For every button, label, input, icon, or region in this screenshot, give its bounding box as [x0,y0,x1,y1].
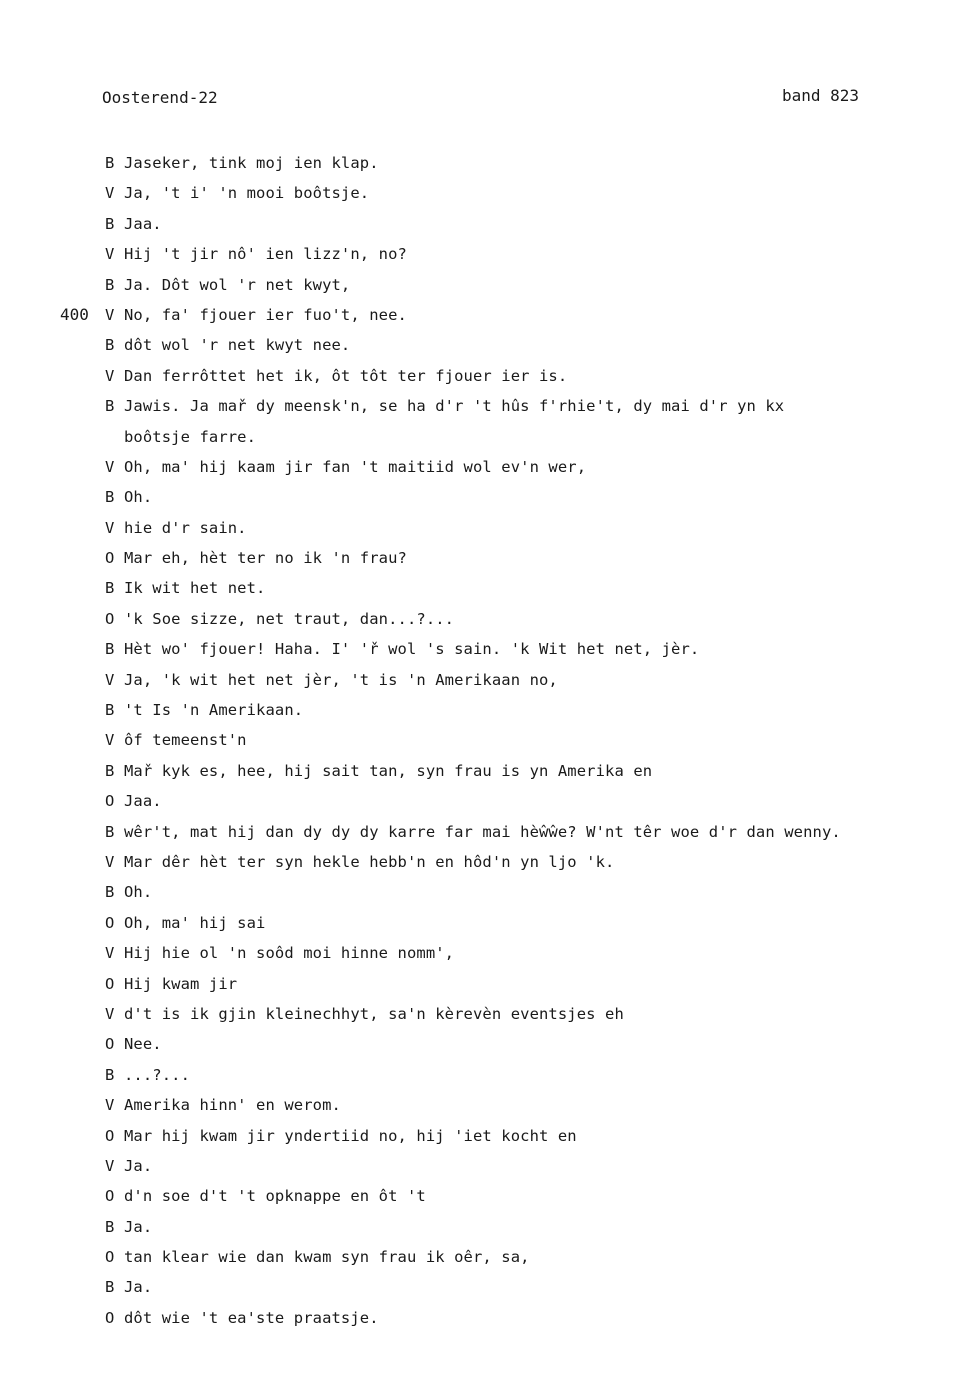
transcript-line [0,573,973,603]
utterance-text: ...?... [124,1065,191,1084]
utterance-text: dôt wol 'r net kwyt nee. [124,336,351,355]
speaker-label: B [105,1217,115,1236]
speaker-label: O [105,549,115,568]
speaker-label: V [105,457,115,476]
transcript-line [0,969,973,999]
utterance-text: d'n soe d't 't opknappe en ôt 't [124,1187,426,1206]
speaker-label: B [105,1065,115,1084]
utterance-text: d't is ik gjin kleinechhyt, sa'n kèrevèn eventsjes eh [124,1004,624,1023]
speaker-label: B [105,761,115,780]
utterance-text: Mař kyk es, hee, hij sait tan, syn frau is yn Amerika en [124,761,653,780]
transcript-line [0,300,973,330]
speaker-label: B [105,397,115,416]
utterance-text: Oh. [124,488,153,507]
speaker-label: O [105,1126,115,1145]
utterance-text: 'k Soe sizze, net traut, dan...?... [124,609,455,628]
transcript-line [0,1121,973,1151]
transcript-line [0,513,973,543]
speaker-label: B [105,1278,115,1297]
speaker-label: O [105,913,115,932]
speaker-label: B [105,883,115,902]
speaker-label: V [105,944,115,963]
utterance-text: Dan ferrôttet het ik, ôt tôt ter fjouer ier is. [124,366,568,385]
transcript-line [0,1181,973,1211]
transcript-line [0,1090,973,1120]
utterance-text: Hij hie ol 'n soôd moi hinne nomm', [124,944,455,963]
utterance-text: Ik wit het net. [124,579,266,598]
speaker-label: O [105,1308,115,1327]
transcript-line [0,361,973,391]
utterance-text: Jawis. Ja mař dy meensk'n, se ha d'r 't hûs f'rhie't, dy mai d'r yn kx [124,397,785,416]
transcript-line [0,877,973,907]
utterance-text: Nee. [124,1035,162,1054]
utterance-text: Jaa. [124,214,162,233]
utterance-text: No, fa' fjouer ier fuo't, nee. [124,305,407,324]
transcript-line [0,270,973,300]
transcript-line [0,1242,973,1272]
speaker-label: B [105,640,115,659]
transcript-line [0,452,973,482]
line-number: 400 [60,304,89,324]
speaker-label: O [105,974,115,993]
transcript-line [0,756,973,786]
utterance-text: ôf temeenst'n [124,731,247,750]
speaker-label: V [105,245,115,264]
speaker-label: V [105,1096,115,1115]
utterance-text: Ja. Dôt wol 'r net kwyt, [124,275,351,294]
utterance-text: Jaa. [124,792,162,811]
document-title: Oosterend-22 [102,88,218,107]
transcript-line [0,847,973,877]
utterance-text: Oh, ma' hij sai [124,913,266,932]
transcript-line [0,938,973,968]
utterance-text: wêr't, mat hij dan dy dy dy karre far mai hèŵŵe? W'nt têr woe d'r dan wenny. [124,822,841,841]
transcript-line [0,1029,973,1059]
utterance-text: hie d'r sain. [124,518,247,537]
transcript-line [0,178,973,208]
utterance-text: Mar eh, hèt ter no ik 'n frau? [124,549,407,568]
transcript-line [0,908,973,938]
transcript-line [0,148,973,178]
speaker-label: B [105,154,115,172]
transcript-line [0,817,973,847]
transcript-line [0,330,973,360]
utterance-text: Ja. [124,1156,153,1175]
transcript-line [0,1151,973,1181]
speaker-label: O [105,1187,115,1206]
transcript-line [0,543,973,573]
utterance-text: boôtsje farre. [124,427,257,446]
transcript-line [0,391,973,421]
utterance-text: 't Is 'n Amerikaan. [124,701,304,720]
utterance-text: Hij kwam jir [124,974,238,993]
speaker-label: B [105,701,115,720]
transcript-line [0,665,973,695]
transcript-line [0,786,973,816]
speaker-label: B [105,579,115,598]
utterance-text: Hij 't jir nô' ien lizz'n, no? [124,245,407,264]
speaker-label: O [105,792,115,811]
speaker-label: O [105,1035,115,1054]
utterance-text: Oh. [124,883,153,902]
utterance-text: tan klear wie dan kwam syn frau ik oêr, sa, [124,1248,530,1267]
speaker-label: B [105,822,115,841]
utterance-text: Ja. [124,1217,153,1236]
utterance-text: Ja, 't i' 'n mooi boôtsje. [124,184,370,203]
transcript-line [0,422,973,452]
transcript-line [0,725,973,755]
utterance-text: Oh, ma' hij kaam jir fan 't maitiid wol ev'n wer, [124,457,587,476]
speaker-label: V [105,366,115,385]
speaker-label: V [105,1004,115,1023]
speaker-label: V [105,1156,115,1175]
transcript-line [0,1060,973,1090]
speaker-label: V [105,305,115,324]
utterance-text: Amerika hinn' en werom. [124,1096,341,1115]
utterance-text: Mar hij kwam jir yndertiid no, hij 'iet kocht en [124,1126,577,1145]
utterance-text: Hèt wo' fjouer! Haha. I' 'ř wol 's sain. 'k Wit het net, jèr. [124,640,700,659]
transcript-line [0,634,973,664]
utterance-text: Mar dêr hèt ter syn hekle hebb'n en hôd'n yn ljo 'k. [124,852,615,871]
speaker-label: B [105,336,115,355]
speaker-label: O [105,1248,115,1267]
speaker-label: V [105,184,115,203]
speaker-label: O [105,609,115,628]
transcript-line [0,1303,973,1333]
utterance-text: Ja. [124,1278,153,1297]
transcript-line [0,482,973,512]
utterance-text: dôt wie 't ea'ste praatsje. [124,1308,379,1327]
transcript-line [0,1272,973,1302]
speaker-label: V [105,731,115,750]
speaker-label: V [105,518,115,537]
transcript-line [0,999,973,1029]
speaker-label: V [105,670,115,689]
transcript-line [0,239,973,269]
transcript-line [0,604,973,634]
speaker-label: B [105,488,115,507]
transcript-line [0,209,973,239]
speaker-label: V [105,852,115,871]
transcript-line [0,1212,973,1242]
utterance-text: Ja, 'k wit het net jèr, 't is 'n Amerikaan no, [124,670,558,689]
tape-number: band 823 [782,86,860,105]
transcript-line [0,695,973,725]
speaker-label: B [105,275,115,294]
utterance-text: Jaseker, tink moj ien klap. [124,154,379,172]
transcript-lines [0,148,973,1333]
speaker-label: B [105,214,115,233]
